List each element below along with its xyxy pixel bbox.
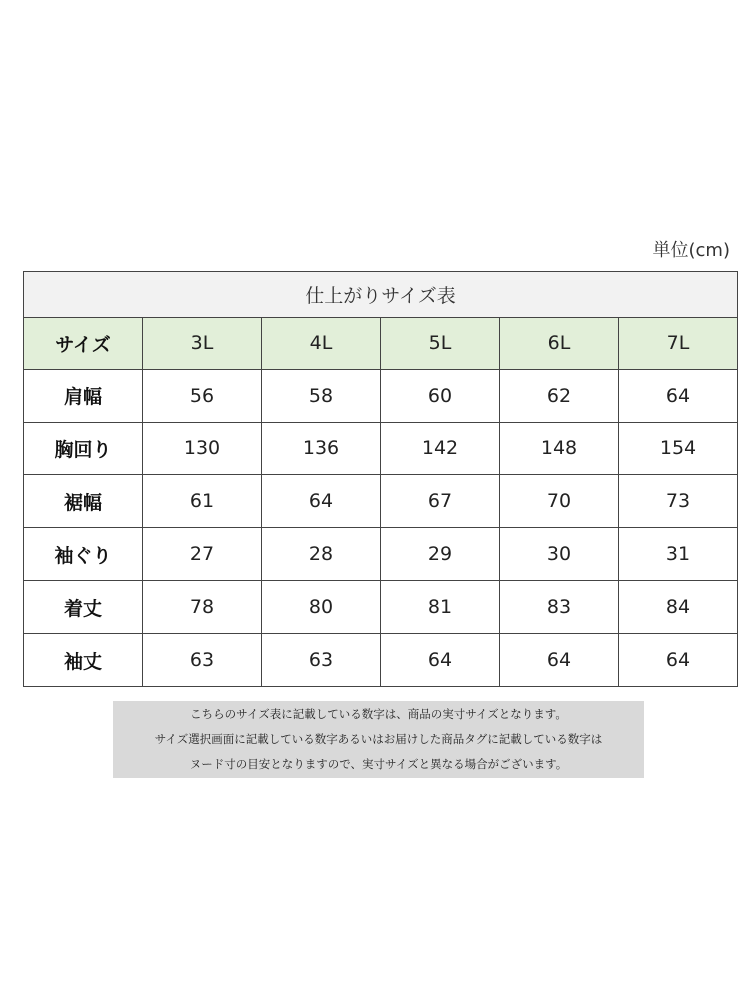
table-cell: 64 (619, 634, 738, 687)
table-caption: 仕上がりサイズ表 (24, 272, 738, 318)
table-cell: 27 (143, 528, 262, 581)
note-line: こちらのサイズ表に記載している数字は、商品の実寸サイズとなります。 (190, 707, 567, 721)
table-cell: 142 (381, 422, 500, 475)
table-cell: 30 (500, 528, 619, 581)
row-label: 肩幅 (24, 369, 143, 422)
table-cell: 28 (262, 528, 381, 581)
unit-label: 単位(cm) (652, 240, 730, 261)
table-cell: 83 (500, 581, 619, 634)
table-row (24, 528, 738, 581)
table-row (24, 581, 738, 634)
table-cell: 64 (381, 634, 500, 687)
table-cell: 64 (619, 369, 738, 422)
table-row (24, 422, 738, 475)
table-cell: 61 (143, 475, 262, 528)
table-cell: 31 (619, 528, 738, 581)
row-label: 着丈 (24, 581, 143, 634)
table-row (24, 475, 738, 528)
size-header-cell: 3L (143, 317, 262, 369)
caption-row (24, 272, 738, 318)
table-cell: 148 (500, 422, 619, 475)
size-note (113, 701, 644, 778)
table-cell: 80 (262, 581, 381, 634)
note-line: ヌード寸の目安となりますので、実寸サイズと異なる場合がございます。 (189, 757, 568, 771)
table-cell: 63 (143, 634, 262, 687)
table-cell: 67 (381, 475, 500, 528)
size-header-cell: 4L (262, 317, 381, 369)
table-cell: 64 (500, 634, 619, 687)
table-cell: 63 (262, 634, 381, 687)
table-cell: 56 (143, 369, 262, 422)
note-line: サイズ選択画面に記載している数字あるいはお届けした商品タグに記載している数字は (154, 732, 603, 746)
table-cell: 64 (262, 475, 381, 528)
table-cell: 62 (500, 369, 619, 422)
table-cell: 29 (381, 528, 500, 581)
table-cell: 136 (262, 422, 381, 475)
row-label: 裾幅 (24, 475, 143, 528)
table-cell: 70 (500, 475, 619, 528)
size-header-cell: 5L (381, 317, 500, 369)
row-label: 袖ぐり (24, 528, 143, 581)
table-cell: 130 (143, 422, 262, 475)
table-cell: 60 (381, 369, 500, 422)
table-cell: 78 (143, 581, 262, 634)
size-header-cell: 6L (500, 317, 619, 369)
size-header-label: サイズ (24, 317, 143, 369)
table-cell: 81 (381, 581, 500, 634)
table-cell: 58 (262, 369, 381, 422)
table-row (24, 634, 738, 687)
table-row (24, 369, 738, 422)
table-cell: 154 (619, 422, 738, 475)
header-row (24, 317, 738, 369)
table-cell: 84 (619, 581, 738, 634)
row-label: 袖丈 (24, 634, 143, 687)
size-table (23, 271, 738, 687)
row-label: 胸回り (24, 422, 143, 475)
table-cell: 73 (619, 475, 738, 528)
size-header-cell: 7L (619, 317, 738, 369)
